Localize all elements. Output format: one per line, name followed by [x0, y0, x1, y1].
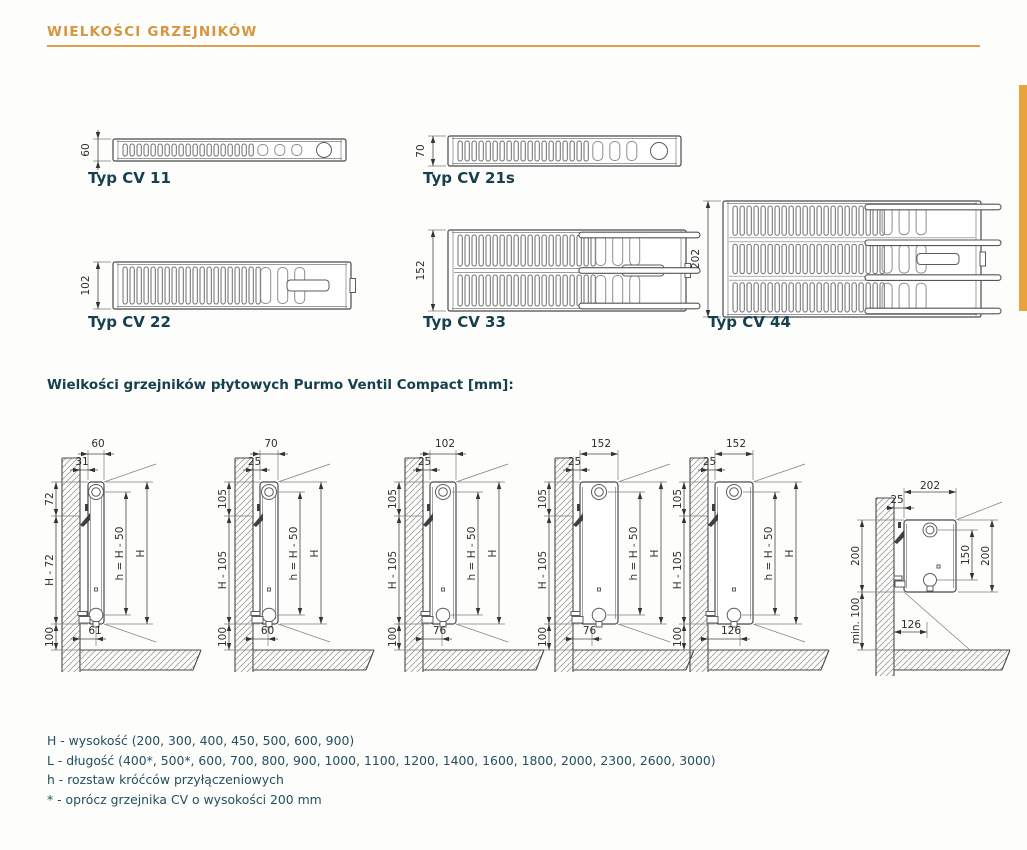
dimension-label: 70: [415, 144, 427, 158]
type-label-cv33: Typ CV 33: [423, 313, 506, 331]
dimension-label: h = H - 50: [466, 526, 478, 581]
dimension-label: 102: [434, 438, 456, 450]
dimension-label: 25: [702, 456, 717, 468]
wall: [876, 498, 894, 676]
dimension-label: 150: [960, 544, 972, 566]
note-asterisk: * - oprócz grzejnika CV o wysokości 200 mm: [47, 791, 322, 807]
dimension-label: 72: [44, 492, 56, 506]
radiator: [78, 482, 104, 627]
radiator-body: [448, 230, 700, 311]
dimension-label: 152: [590, 438, 612, 450]
dimension-label: 105: [217, 488, 229, 510]
dimension-label: 61: [88, 625, 102, 637]
dimension-label: 60: [91, 438, 105, 450]
dimension-label: 100: [537, 626, 549, 648]
dimension-label: 76: [582, 625, 597, 637]
dimension-label: 202: [690, 248, 702, 270]
dimension-label: 152: [725, 438, 747, 450]
type-label-cv44: Typ CV 44: [708, 313, 791, 331]
note-length: L - długość (400*, 500*, 600, 700, 800, 900, 1000, 1100, 1200, 1400, 1600, 1800, 2000, 2300, 2600, 3000): [47, 752, 716, 768]
dimension-label: 202: [919, 480, 941, 492]
note-height: H - wysokość (200, 300, 400, 450, 500, 600, 900): [47, 733, 355, 748]
top-view-cv22: [78, 256, 353, 318]
side-view-cv11: [42, 428, 224, 680]
dimension-label: 126: [900, 619, 922, 631]
dimension-label: 31: [75, 456, 89, 468]
dimension-label: 102: [80, 275, 92, 296]
height-dimension: [80, 262, 111, 309]
dimension-label: 200: [850, 545, 862, 567]
dimension-label: H - 105: [537, 550, 549, 590]
side-view-cv21s: [215, 428, 397, 680]
floor: [253, 650, 374, 670]
dimension-label: 200: [980, 545, 992, 567]
dimension-label: 126: [720, 625, 742, 637]
type-label-cv22: Typ CV 22: [88, 313, 171, 331]
wall: [690, 458, 708, 672]
dimension-label: 100: [44, 626, 56, 648]
dimension-label: 100: [672, 626, 684, 648]
radiator-body: [723, 201, 1001, 317]
radiator-body: [113, 262, 356, 309]
radiator-body: [113, 139, 346, 161]
floor: [894, 650, 1010, 670]
top-view-cv44: [688, 195, 984, 325]
dimension-label: H: [487, 549, 499, 558]
detail-view-cv44-h200: [848, 480, 1025, 687]
dimension-label: 60: [80, 143, 92, 157]
floor: [708, 650, 829, 670]
dimension-label: H: [135, 549, 147, 558]
radiator: [571, 482, 618, 627]
dimension-label: H: [784, 549, 796, 558]
wall: [555, 458, 573, 672]
floor: [80, 650, 201, 670]
section-heading: Wielkości grzejników płytowych Purmo Ventil Compact [mm]:: [47, 377, 514, 393]
floor: [423, 650, 544, 670]
radiator: [706, 482, 753, 627]
type-label-cv11: Typ CV 11: [88, 169, 171, 187]
dimension-label: h = H - 50: [114, 526, 126, 581]
radiator: [251, 482, 278, 627]
height-dimension: [690, 201, 721, 317]
dimension-label: 70: [264, 438, 278, 450]
side-view-cv44: [670, 428, 852, 680]
dimension-label: H: [309, 549, 321, 558]
dimension-label: 25: [247, 456, 262, 468]
dimension-label: 100: [387, 626, 399, 648]
dimension-label: H - 105: [672, 550, 684, 590]
dimension-label: H - 105: [387, 550, 399, 590]
dimension-label: 76: [432, 625, 447, 637]
page-title: WIELKOŚCI GRZEJNIKÓW: [47, 24, 258, 40]
height-dimension: [415, 136, 446, 166]
wall: [235, 458, 253, 672]
dimension-label: 105: [672, 488, 684, 510]
dimension-label: h = H - 50: [763, 526, 775, 581]
dimension-label: 105: [537, 488, 549, 510]
dimension-label: min. 100: [850, 597, 862, 645]
dimension-label: 25: [890, 494, 904, 506]
dimension-label: 152: [415, 260, 427, 281]
note-pitch: h - rozstaw króćców przyłączeniowych: [47, 772, 284, 788]
dimension-label: h = H - 50: [288, 526, 300, 581]
dimension-label: H - 105: [217, 550, 229, 590]
wall: [62, 458, 80, 672]
height-dimension: [80, 130, 111, 170]
wall: [405, 458, 423, 672]
dimension-label: 100: [217, 626, 229, 648]
radiator: [421, 482, 456, 627]
height-dimension: [415, 230, 446, 311]
radiator-body: [448, 136, 681, 166]
title-rule: [47, 45, 980, 47]
dimension-label: 25: [567, 456, 582, 468]
dimension-label: 105: [387, 488, 399, 510]
legend-notes: [47, 733, 716, 811]
top-view-cv11: [78, 133, 348, 173]
dimension-label: 60: [260, 625, 275, 637]
dimension-label: H: [649, 549, 661, 558]
page-edge-accent: [1019, 85, 1027, 311]
dimension-label: H - 72: [44, 554, 56, 586]
type-label-cv21s: Typ CV 21s: [423, 169, 515, 187]
top-view-cv33: [413, 224, 688, 320]
dimension-label: h = H - 50: [628, 526, 640, 581]
dimension-label: 25: [417, 456, 432, 468]
